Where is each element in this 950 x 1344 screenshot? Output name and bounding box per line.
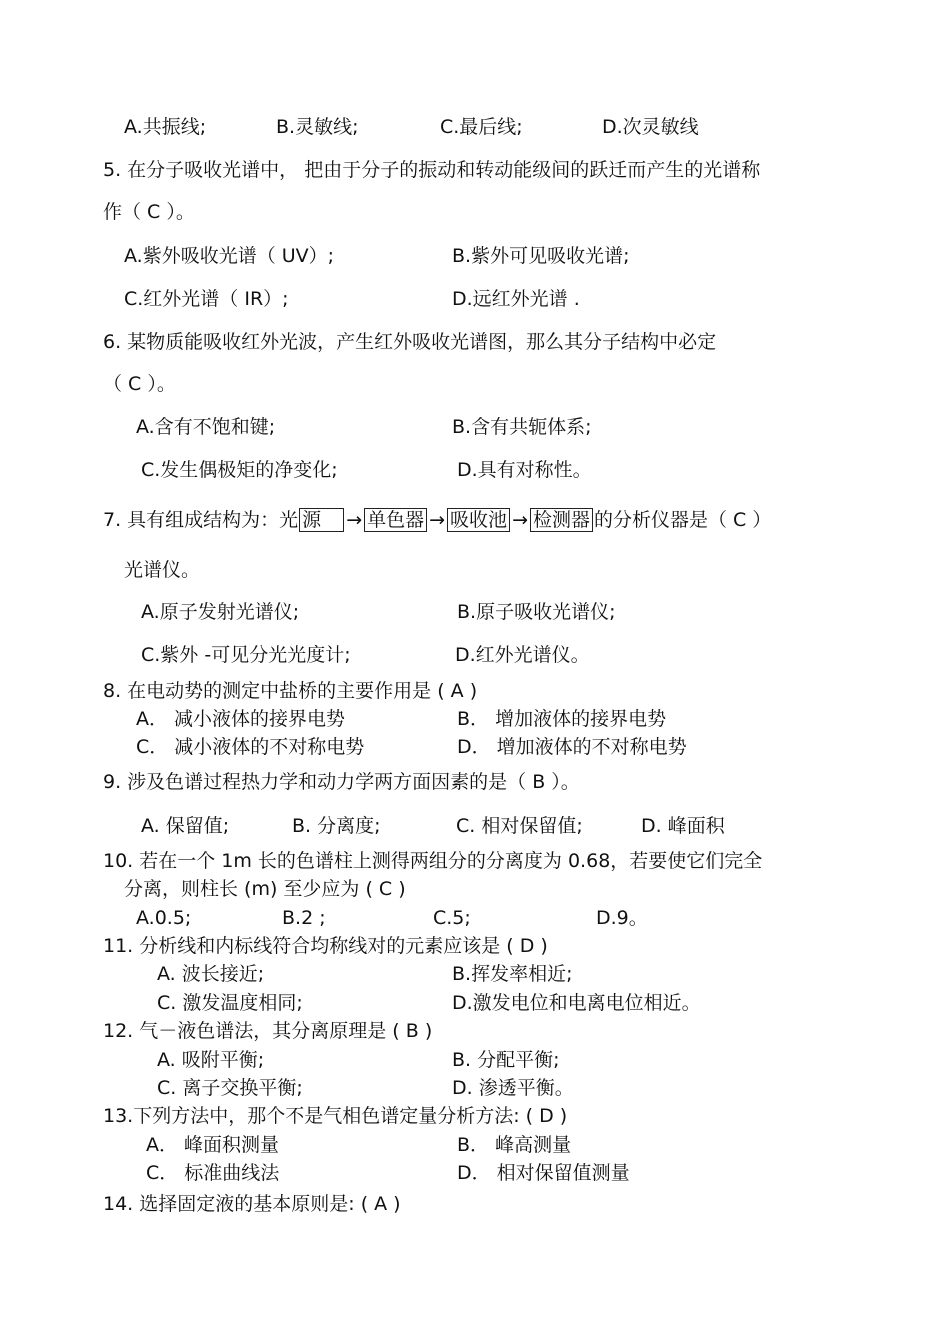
q9-option-a: A. 保留值; — [141, 815, 230, 837]
q6-option-c: C.发生偶极矩的净变化; — [141, 459, 338, 481]
q13-option-d: D． 相对保留值测量 — [457, 1162, 630, 1184]
q9-option-b: B. 分离度; — [292, 815, 381, 837]
q13-option-c: C． 标准曲线法 — [146, 1162, 280, 1184]
q7-stem-prefix: 7. 具有组成结构为：光 — [103, 509, 299, 531]
q12-option-d: D. 渗透平衡。 — [452, 1077, 574, 1099]
arrow-right-icon: → — [346, 509, 363, 531]
q7-option-d: D.红外光谱仪。 — [455, 644, 590, 666]
arrow-right-icon: → — [512, 509, 528, 531]
q12-stem: 12. 气－液色谱法，其分离原理是 ( B ) — [103, 1020, 433, 1042]
q7-box-detector: 检测器 — [530, 508, 593, 532]
q11-option-a: A. 波长接近; — [157, 963, 265, 985]
q8-option-d: D． 增加液体的不对称电势 — [457, 736, 687, 758]
q8-stem: 8. 在电动势的测定中盐桥的主要作用是 ( A ) — [103, 680, 478, 702]
q7-stem-suffix: 的分析仪器是（ C ） — [594, 509, 772, 531]
q6-option-a: A.含有不饱和键; — [136, 416, 276, 438]
q13-option-b: B． 峰高测量 — [457, 1134, 572, 1156]
q4-option-a: A.共振线; — [124, 116, 207, 138]
q5-option-a: A.紫外吸收光谱（ UV）; — [124, 245, 335, 267]
q8-option-b: B． 增加液体的接界电势 — [457, 708, 667, 730]
q10-option-b: B.2 ; — [282, 907, 326, 929]
q11-option-b: B.挥发率相近; — [452, 963, 573, 985]
q4-option-c: C.最后线; — [440, 116, 523, 138]
q11-option-c: C. 激发温度相同; — [157, 992, 303, 1014]
q5-stem-line2: 作（ C ）。 — [103, 201, 195, 223]
q9-option-c: C. 相对保留值; — [456, 815, 583, 837]
q11-option-d: D.激发电位和电离电位相近。 — [452, 992, 701, 1014]
q10-stem-line1: 10. 若在一个 1m 长的色谱柱上测得两组分的分离度为 0.68，若要使它们完全 — [103, 850, 763, 872]
q7-stem-line2: 光谱仪。 — [124, 559, 201, 581]
q13-stem: 13.下列方法中，那个不是气相色谱定量分析方法: ( D ) — [103, 1105, 568, 1127]
arrow-right-icon: → — [429, 509, 446, 531]
q7-box-monochromator: 单色器 — [364, 508, 427, 532]
q5-option-d: D.远红外光谱 . — [452, 288, 580, 310]
q6-stem-line1: 6. 某物质能吸收红外光波，产生红外吸收光谱图，那么其分子结构中必定 — [103, 331, 717, 353]
q12-option-a: A. 吸附平衡; — [157, 1049, 265, 1071]
q9-option-d: D. 峰面积 — [641, 815, 725, 837]
q6-option-d: D.具有对称性。 — [457, 459, 592, 481]
q5-option-c: C.红外光谱（ IR）; — [124, 288, 289, 310]
q8-option-c: C． 减小液体的不对称电势 — [136, 736, 365, 758]
q7-box-absorption-cell: 吸收池 — [447, 508, 510, 532]
q8-option-a: A． 减小液体的接界电势 — [136, 708, 346, 730]
q7-option-b: B.原子吸收光谱仪; — [457, 601, 616, 623]
q12-option-b: B. 分配平衡; — [452, 1049, 560, 1071]
q9-stem: 9. 涉及色谱过程热力学和动力学两方面因素的是（ B ）。 — [103, 771, 580, 793]
q7-option-c: C.紫外 -可见分光光度计; — [141, 644, 351, 666]
q5-option-b: B.紫外可见吸收光谱; — [452, 245, 630, 267]
q12-option-c: C. 离子交换平衡; — [157, 1077, 303, 1099]
q10-option-c: C.5; — [433, 907, 471, 929]
q10-stem-line2: 分离，则柱长 (m) 至少应为 ( C ) — [124, 878, 406, 900]
q10-option-a: A.0.5; — [136, 907, 192, 929]
q4-option-b: B.灵敏线; — [276, 116, 359, 138]
q14-stem: 14. 选择固定液的基本原则是: ( A ) — [103, 1193, 401, 1215]
q6-option-b: B.含有共轭体系; — [452, 416, 592, 438]
q11-stem: 11. 分析线和内标线符合均称线对的元素应该是 ( D ) — [103, 935, 548, 957]
q7-box-light-source: 源 — [299, 508, 344, 532]
q7-option-a: A.原子发射光谱仪; — [141, 601, 300, 623]
q6-stem-line2: （ C ）。 — [103, 373, 176, 395]
q10-option-d: D.9。 — [596, 907, 648, 929]
q7-stem-line1 — [103, 508, 771, 532]
q5-stem-line1: 5. 在分子吸收光谱中， 把由于分子的振动和转动能级间的跃迁而产生的光谱称 — [103, 159, 761, 181]
q13-option-a: A． 峰面积测量 — [146, 1134, 280, 1156]
q4-option-d: D.次灵敏线 — [602, 116, 699, 138]
